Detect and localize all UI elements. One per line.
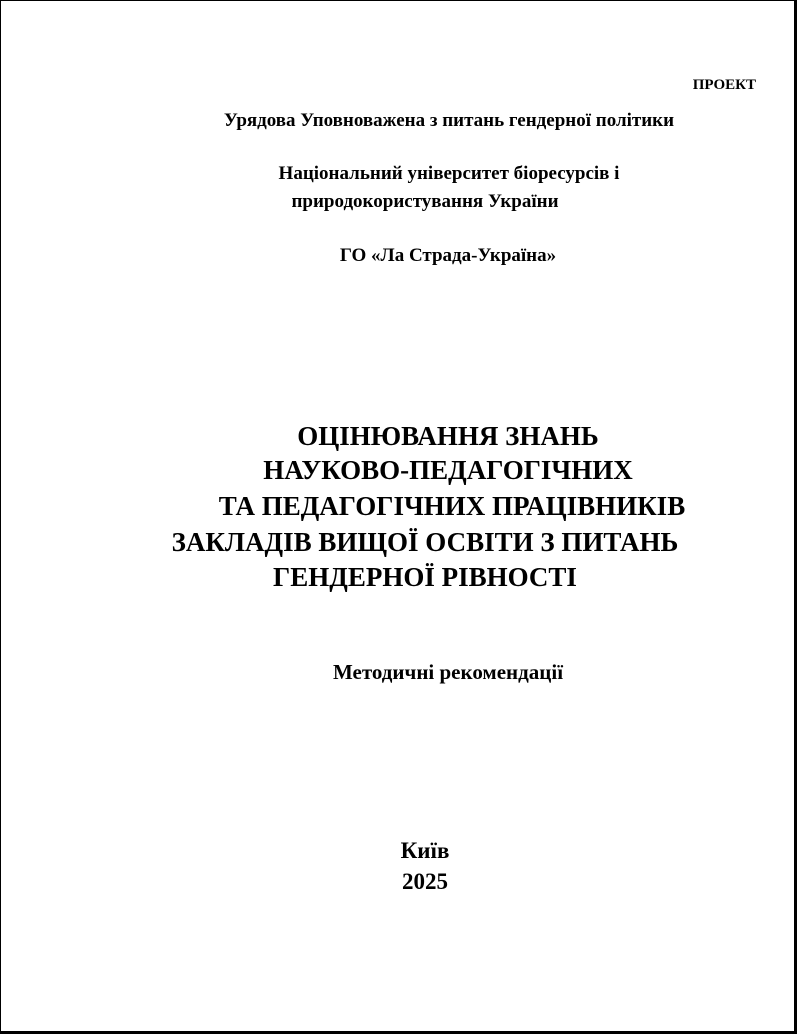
publication-year: 2025 [402,869,448,894]
document-title-line-2: НАУКОВО-ПЕДАГОГІЧНИХ [263,455,633,485]
publication-city: Київ [400,838,450,863]
document-title-line-3: ТА ПЕДАГОГІЧНИХ ПРАЦІВНИКІВ [218,491,686,521]
draft-label: ПРОЕКТ [692,77,756,93]
document-subtitle: Методичні рекомендації [332,660,564,684]
organization-university-line1: Національний університет біоресурсів і [278,163,620,184]
organization-university-line2: природокористування України [291,191,559,212]
document-title-line-4: ЗАКЛАДІВ ВИЩОЇ ОСВІТИ З ПИТАНЬ [171,527,679,557]
organization-government-commissioner: Урядова Уповноважена з питань гендерної політики [223,110,675,131]
document-title-line-1: ОЦІНЮВАННЯ ЗНАНЬ [297,421,599,451]
organization-la-strada: ГО «Ла Страда-Україна» [339,245,557,266]
document-title-line-5: ГЕНДЕРНОЇ РІВНОСТІ [273,562,577,592]
